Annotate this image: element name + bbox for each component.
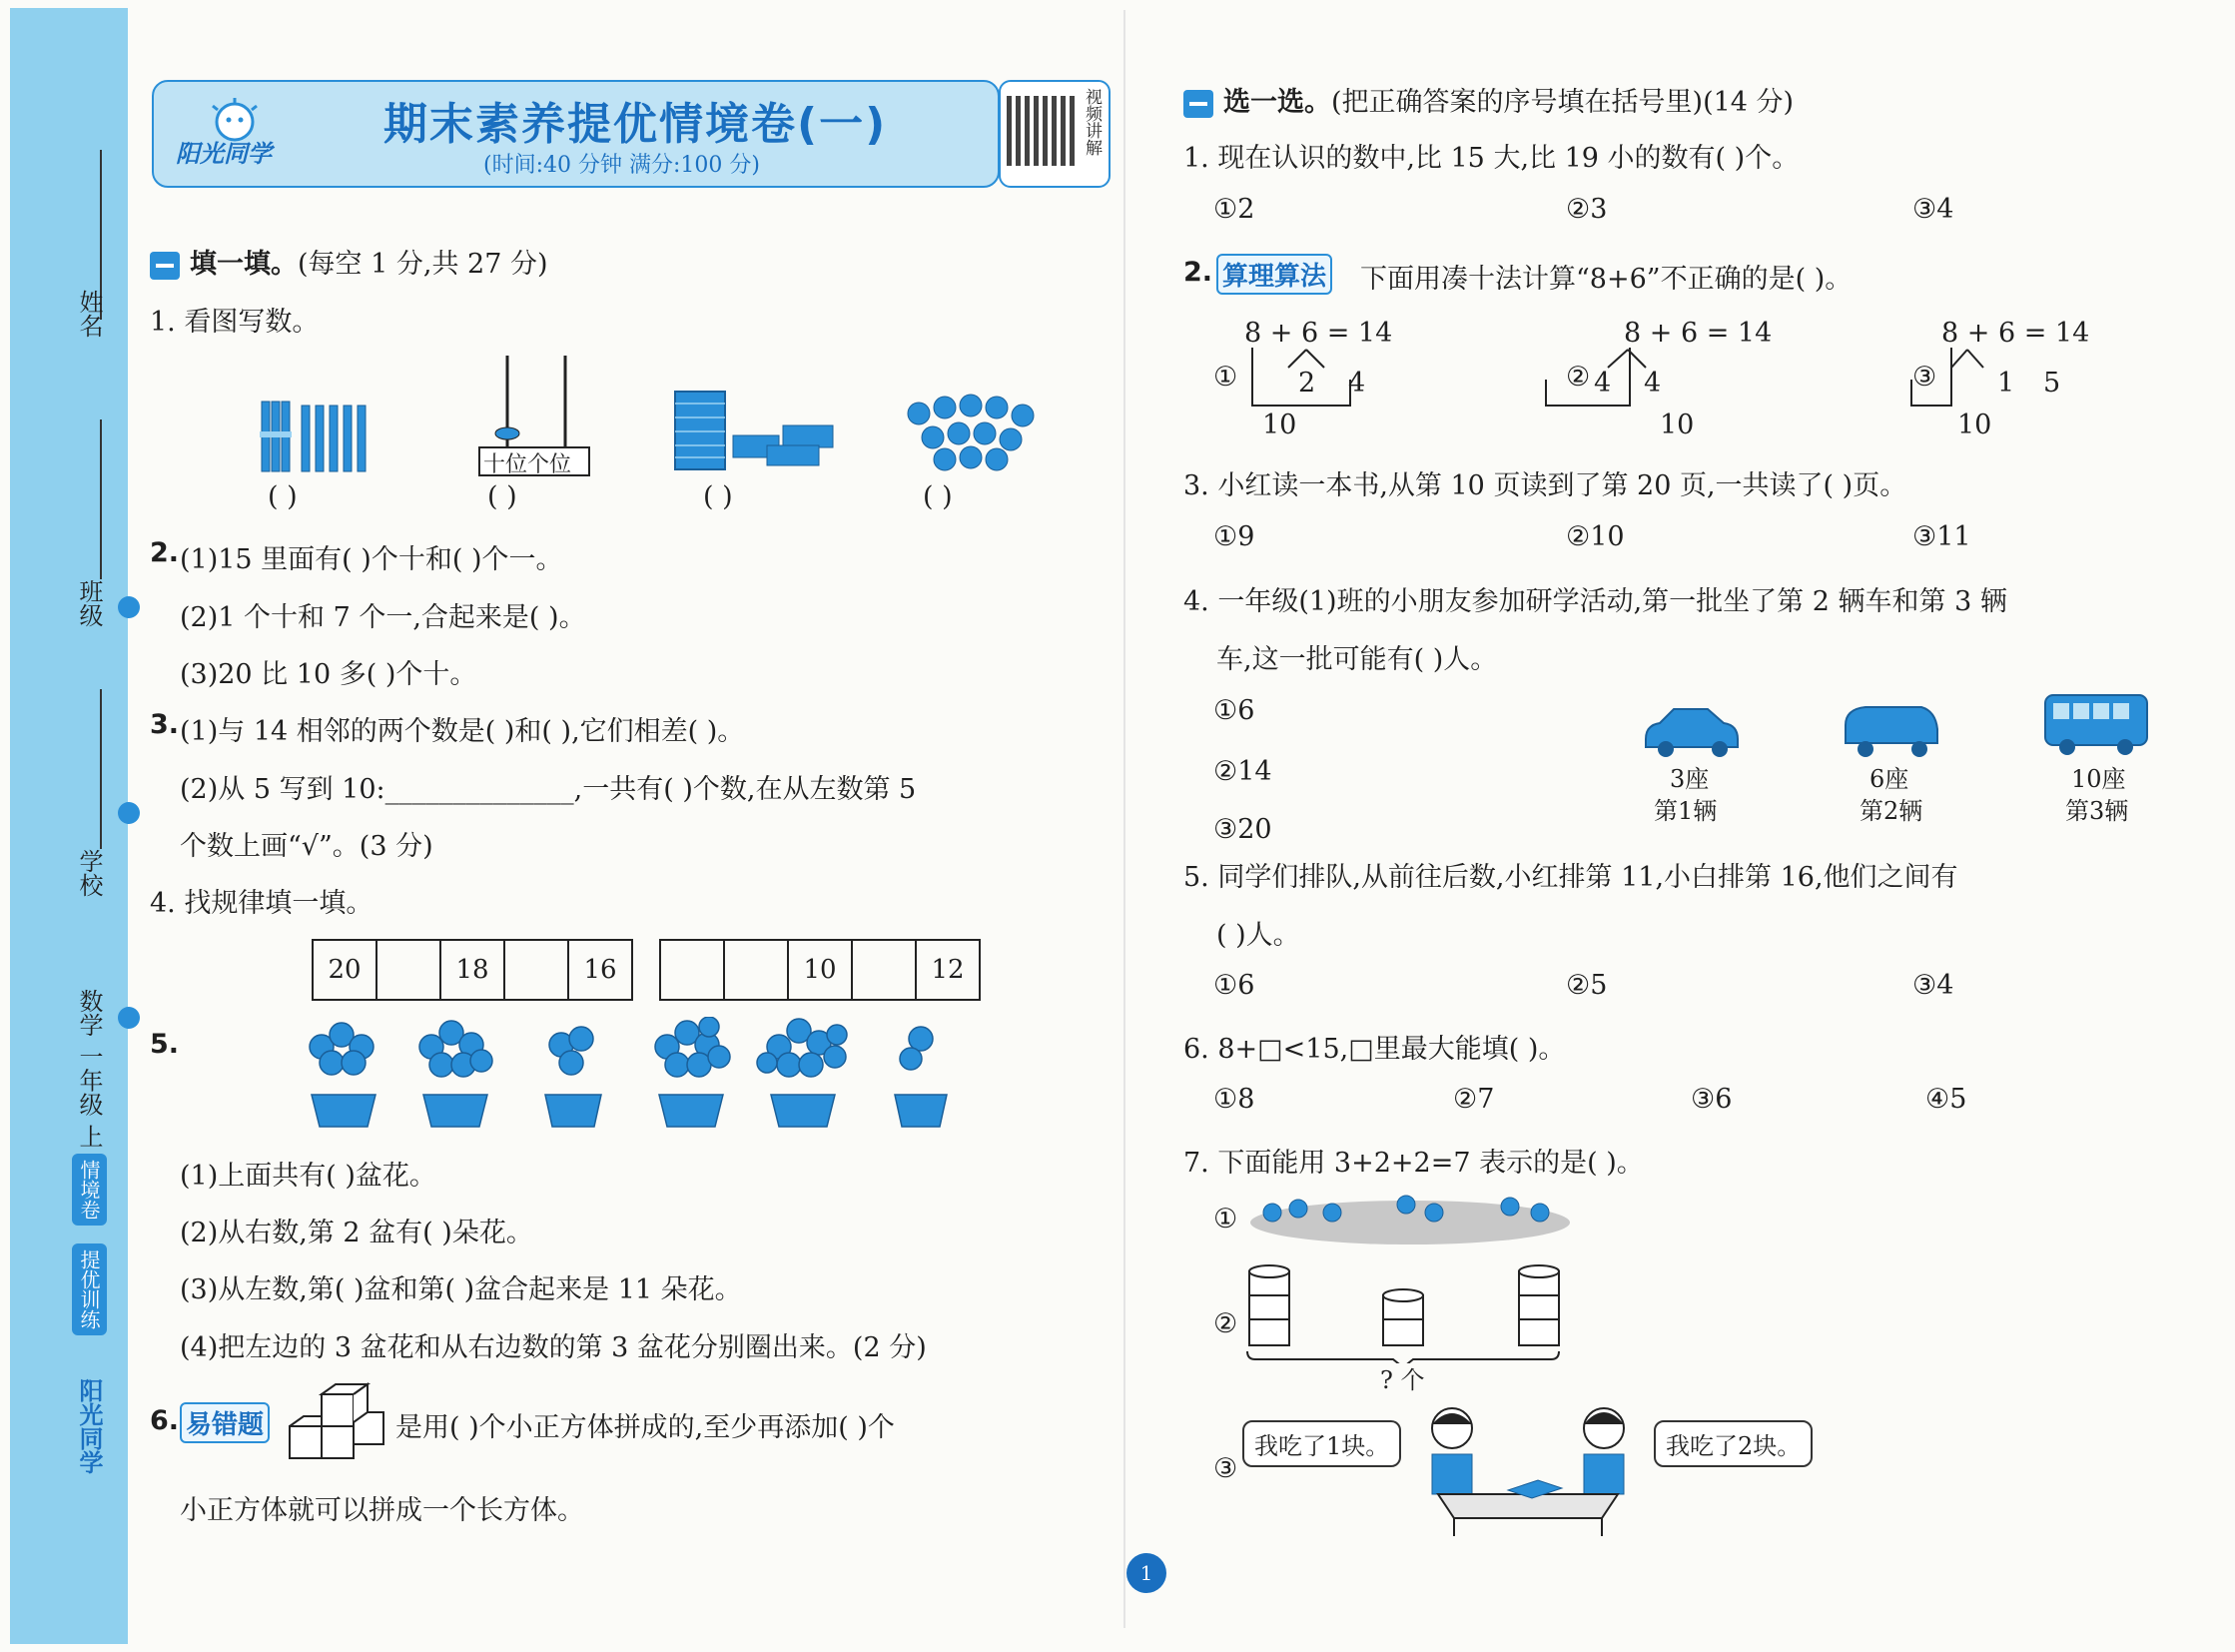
q6-badge: 易错题 [180,1402,270,1443]
pattern-cell-blank[interactable] [377,941,441,999]
q1-blank-4[interactable]: ( ) [923,481,953,512]
choice-q2-option-3-ten: 10 [1957,410,1992,440]
pattern-cell: 16 [583,955,617,985]
q3-line-3: 个数上画“√”。(3 分) [180,831,433,862]
ants-group-icon [1248,1187,1573,1246]
cans-stacks-icon [1243,1263,1573,1363]
choice-q5-option-2[interactable]: ②5 [1566,970,1608,1001]
speech-bubble-left: 我吃了1块。 [1242,1420,1401,1467]
pattern-row-2 [659,939,981,1001]
qr-code-icon[interactable] [1007,96,1077,166]
choice-q6-option-3[interactable]: ③6 [1691,1084,1733,1115]
flower-pots-icon [300,1017,959,1132]
choice-q5-line-1: 5. 同学们排队,从前往后数,小红排第 11,小白排第 16,他们之间有 [1183,862,1958,893]
vehicle-2-order: 第2辆 [1860,797,1923,825]
choice-q4-option-2[interactable]: ②14 [1213,756,1272,787]
choice-q1-text: 1. 现在认识的数中,比 15 大,比 19 小的数有( )个。 [1183,143,1800,174]
page-title: 期末素养提优情境卷(一) [383,99,888,150]
pattern-cell-blank[interactable] [725,941,789,999]
choice-q2-option-3-a: 1 [1997,368,2015,399]
abacus-label: 十位个位 [483,452,572,477]
pattern-cell: 10 [789,941,853,999]
section-number-icon [150,252,180,280]
vehicle-1-order: 第1辆 [1654,797,1718,825]
name-label: 姓名 [75,290,103,338]
page-divider [1123,10,1125,1628]
choice-q7-option-2[interactable]: ② [1213,1308,1238,1339]
logo [170,96,310,166]
section-2-title: 选一选。(把正确答案的序号填在括号里)(14 分) [1183,80,1794,119]
vehicle-1-seats: 3座 [1670,765,1710,793]
page-subtitle: (时间:40 分钟 满分:100 分) [483,153,760,178]
choice-q2-badge: 算理算法 [1216,254,1332,295]
choice-q2-eq-2: 8 + 6 = 14 [1624,318,1773,349]
choice-q2-eq-3: 8 + 6 = 14 [1941,318,2090,349]
q6-line-2: 小正方体就可以拼成一个长方体。 [180,1495,584,1526]
choice-q2-option-2-label[interactable]: ② [1566,362,1591,393]
qr-label: 视频讲解 [1082,88,1102,156]
choice-q2-option-1-label[interactable]: ① [1213,362,1238,393]
binding-hole-dot [118,596,140,618]
q5-line-2: (2)从右数,第 2 盆有( )朵花。 [180,1218,533,1248]
vehicle-2-seats: 6座 [1869,765,1909,793]
choice-q4-option-3[interactable]: ③20 [1213,814,1272,845]
pattern-cell-blank[interactable] [661,941,725,999]
choice-q3-option-2[interactable]: ②10 [1566,521,1625,552]
school-label: 学校 [75,849,103,897]
choice-q6-option-2[interactable]: ②7 [1453,1084,1495,1115]
section-1-title: 填一填。(每空 1 分,共 27 分) [150,242,548,281]
choice-q2-option-1-b: 4 [1348,368,1366,399]
choice-q2-option-3-b: 5 [2043,368,2061,399]
car-icon [1642,699,1742,759]
choice-q2-option-1-a: 2 [1298,368,1316,399]
choice-q5-option-1[interactable]: ①6 [1213,970,1255,1001]
section-number-icon [1183,90,1213,118]
q6-number: 6. [150,1405,180,1436]
choice-q7-option-3[interactable]: ③ [1213,1453,1238,1484]
choice-q3-option-3[interactable]: ③11 [1912,521,1971,552]
class-label: 班级 [75,579,103,627]
choice-q7-option-1[interactable]: ① [1213,1204,1238,1235]
apples-icon [899,388,1039,472]
q1-blank-3[interactable]: ( ) [703,481,733,512]
q6-line-1: 是用( )个小正方体拼成的,至少再添加( )个 [395,1412,895,1443]
vehicle-3-seats: 10座 [2071,765,2126,793]
school-line [100,689,102,849]
choice-q2-option-2-ten: 10 [1660,410,1695,440]
q1-blank-2[interactable]: ( ) [487,481,517,512]
choice-q2-option-2-a: 4 [1594,368,1612,399]
choice-q6-option-4[interactable]: ④5 [1925,1084,1967,1115]
q5-number: 5. [150,1029,180,1060]
q1-blank-1[interactable]: ( ) [268,481,298,512]
cubes-figure-icon [288,1382,397,1462]
q2-number: 2. [150,537,180,568]
choice-q2-text: 下面用凑十法计算“8+6”不正确的是( )。 [1360,264,1853,295]
q5-line-4: (4)把左边的 3 盆花和从右边数的第 3 盆花分别圈出来。(2 分) [180,1332,927,1363]
van-icon [1842,699,1941,759]
pattern-cell: 12 [931,955,965,985]
q3-number: 3. [150,709,180,740]
q4-text: 4. 找规律填一填。 [150,888,373,919]
choice-q1-option-3[interactable]: ③4 [1912,194,1954,225]
pattern-cell: 20 [314,941,377,999]
bus-icon [2041,689,2151,759]
tag-training: 提优训练 [72,1243,107,1335]
choice-q5-line-2: ( )人。 [1216,920,1300,951]
q2-line-3: (3)20 比 10 多( )个十。 [180,659,477,690]
grade-label: 数学 一年级 上 [75,989,103,1149]
children-eating-icon [1408,1398,1648,1538]
binding-hole-dot [118,1007,140,1029]
choice-q7-text: 7. 下面能用 3+2+2=7 表示的是( )。 [1183,1148,1644,1179]
logo-text: 阳光同学 [176,140,272,168]
class-line [100,419,102,579]
cube-blocks-icon [671,384,841,478]
choice-q3-text: 3. 小红读一本书,从第 10 页读到了第 20 页,一共读了( )页。 [1183,470,1907,501]
pattern-cell-blank[interactable] [853,941,917,999]
choice-q4-line-2: 车,这一批可能有( )人。 [1216,644,1498,675]
q5-line-1: (1)上面共有( )盆花。 [180,1161,436,1192]
q5-line-3: (3)从左数,第( )盆和第( )盆合起来是 11 朵花。 [180,1274,742,1305]
binding-strip [10,8,128,1644]
choice-q2-option-3-label[interactable]: ③ [1912,362,1937,393]
q3-line-1: (1)与 14 相邻的两个数是( )和( ),它们相差( )。 [180,716,745,747]
q2-line-2: (2)1 个十和 7 个一,合起来是( )。 [180,602,586,633]
speech-bubble-right: 我吃了2块。 [1654,1420,1813,1467]
page-number: 1 [1126,1553,1166,1593]
q3-line-2: (2)从 5 写到 10:______________,一共有( )个数,在从左数第 5 [180,774,917,805]
choice-q5-option-3[interactable]: ③4 [1912,970,1954,1001]
tag-scenario: 情境卷 [72,1154,107,1226]
cans-question: ? 个 [1380,1366,1425,1394]
choice-q2-eq-1: 8 + 6 = 14 [1244,318,1393,349]
choice-q2-number: 2. [1183,257,1213,288]
qr-code-panel[interactable] [999,80,1111,188]
vehicle-3-order: 第3辆 [2065,797,2129,825]
q1-text: 1. 看图写数。 [150,307,320,338]
choice-q3-option-1[interactable]: ①9 [1213,521,1255,552]
choice-q2-option-1-ten: 10 [1262,410,1297,440]
choice-q2-option-2-b: 4 [1644,368,1662,399]
q2-line-1: (1)15 里面有( )个十和( )个一。 [180,544,563,575]
choice-q6-option-1[interactable]: ①8 [1213,1084,1255,1115]
choice-q1-option-1[interactable]: ①2 [1213,194,1255,225]
binding-hole-dot [118,802,140,824]
choice-q6-text: 6. 8+□<15,□里最大能填( )。 [1183,1034,1566,1065]
sticks-bundle-icon [258,396,368,475]
pattern-row-1 [312,939,633,1001]
choice-q4-line-1: 4. 一年级(1)班的小朋友参加研学活动,第一批坐了第 2 辆车和第 3 辆 [1183,586,2007,617]
choice-q4-option-1[interactable]: ①6 [1213,695,1255,726]
pattern-cell: 18 [441,941,505,999]
brand-vertical: 阳光同学 [75,1378,103,1474]
choice-q1-option-2[interactable]: ②3 [1566,194,1608,225]
pattern-cell-blank[interactable] [505,941,569,999]
